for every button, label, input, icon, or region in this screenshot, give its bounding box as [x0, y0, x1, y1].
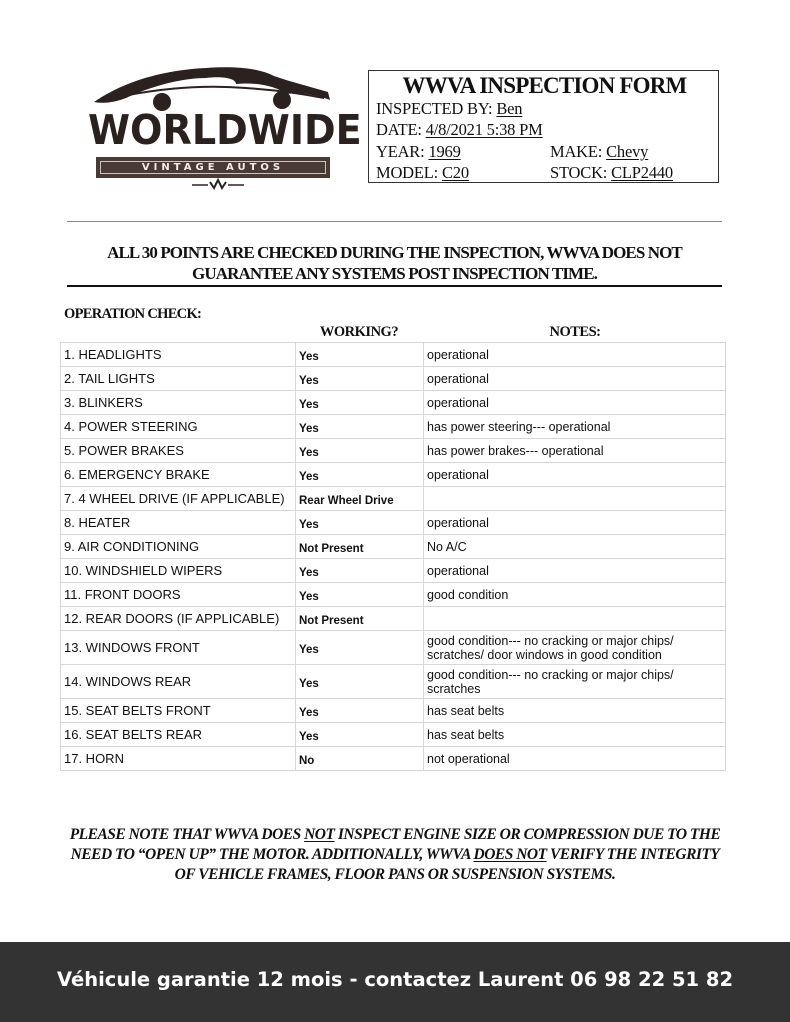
row-notes: No A/C	[424, 535, 726, 559]
model-field	[376, 163, 469, 183]
row-item-label: 9. AIR CONDITIONING	[61, 535, 296, 559]
inspection-table	[60, 342, 726, 771]
row-item-label: 11. FRONT DOORS	[61, 583, 296, 607]
row-working-value: Yes	[296, 439, 424, 463]
row-working-value: Yes	[296, 559, 424, 583]
row-working-value: Yes	[296, 631, 424, 665]
row-item-label: 14. WINDOWS REAR	[61, 665, 296, 699]
make-value: Chevy	[606, 142, 649, 161]
section-title: OPERATION CHECK:	[64, 306, 202, 322]
row-item-label: 5. POWER BRAKES	[61, 439, 296, 463]
row-item-label: 17. HORN	[61, 747, 296, 771]
table-row	[61, 343, 726, 367]
table-row	[61, 463, 726, 487]
inspection-notice: ALL 30 POINTS ARE CHECKED DURING THE INSPECTION, WWVA DOES NOT GUARANTEE ANY SYSTEMS POST INSPECTION TIME.	[107, 243, 682, 283]
row-notes: good condition	[424, 583, 726, 607]
inspected-by-field	[376, 99, 522, 119]
table-row	[61, 699, 726, 723]
row-notes: operational	[424, 559, 726, 583]
date-field	[376, 120, 543, 140]
row-working-value: Yes	[296, 583, 424, 607]
row-item-label: 2. TAIL LIGHTS	[61, 367, 296, 391]
table-row	[61, 439, 726, 463]
table-row	[61, 747, 726, 771]
disclaimer-text	[62, 825, 728, 885]
year-field	[376, 142, 461, 162]
row-item-label: 15. SEAT BELTS FRONT	[61, 699, 296, 723]
divider-thick	[67, 285, 722, 287]
row-working-value: Yes	[296, 415, 424, 439]
row-working-value: Yes	[296, 511, 424, 535]
row-notes: operational	[424, 343, 726, 367]
row-working-value: Yes	[296, 343, 424, 367]
date-label: DATE:	[376, 120, 422, 139]
row-notes: operational	[424, 391, 726, 415]
row-item-label: 13. WINDOWS FRONT	[61, 631, 296, 665]
date-value: 4/8/2021 5:38 PM	[425, 120, 543, 139]
row-working-value: No	[296, 747, 424, 771]
row-item-label: 10. WINDSHIELD WIPERS	[61, 559, 296, 583]
row-working-value: Yes	[296, 665, 424, 699]
year-value: 1969	[428, 142, 461, 161]
row-item-label: 3. BLINKERS	[61, 391, 296, 415]
stock-field	[550, 163, 673, 183]
inspected-by-label: INSPECTED BY:	[376, 99, 493, 118]
row-notes: has seat belts	[424, 699, 726, 723]
row-item-label: 4. POWER STEERING	[61, 415, 296, 439]
disclaimer-emphasis: NOT	[304, 826, 335, 843]
disclaimer-part: PLEASE NOTE THAT WWVA DOES	[69, 826, 305, 843]
logo-tagline-text: VINTAGE AUTOS	[141, 162, 285, 173]
row-item-label: 16. SEAT BELTS REAR	[61, 723, 296, 747]
stock-label: STOCK:	[550, 163, 608, 182]
logo-brand-text: WORLDWIDE	[88, 106, 362, 154]
row-notes: good condition--- no cracking or major chips/ scratches/ door windows in good condition	[424, 631, 726, 665]
year-label: YEAR:	[376, 142, 425, 161]
row-notes: has seat belts	[424, 723, 726, 747]
row-notes: has power brakes--- operational	[424, 439, 726, 463]
make-label: MAKE:	[550, 142, 603, 161]
row-notes	[424, 607, 726, 631]
row-notes: operational	[424, 463, 726, 487]
model-label: MODEL:	[376, 163, 439, 182]
table-row	[61, 631, 726, 665]
column-header-working: WORKING?	[319, 324, 399, 340]
table-row	[61, 607, 726, 631]
inspected-by-value: Ben	[496, 99, 523, 118]
row-notes: good condition--- no cracking or major chips/ scratches	[424, 665, 726, 699]
table-row	[61, 415, 726, 439]
row-working-value: Yes	[296, 367, 424, 391]
disclaimer-part: INSPECT ENGINE SIZE OR COMPRESSION DUE TO THE NEED TO “OPEN UP” THE MOTOR. ADDITIONALLY, WWVA	[70, 826, 721, 863]
table-row	[61, 583, 726, 607]
divider-line	[67, 221, 722, 222]
model-value: C20	[441, 163, 469, 182]
table-row	[61, 559, 726, 583]
row-working-value: Yes	[296, 391, 424, 415]
row-item-label: 1. HEADLIGHTS	[61, 343, 296, 367]
form-title: WWVA INSPECTION FORM	[402, 73, 687, 98]
table-row	[61, 665, 726, 699]
disclaimer-emphasis: DOES NOT	[473, 846, 547, 863]
disclaimer-part: VERIFY THE INTEGRITY OF VEHICLE FRAMES, FLOOR PANS OR SUSPENSION SYSTEMS.	[174, 846, 720, 883]
row-notes: has power steering--- operational	[424, 415, 726, 439]
table-row	[61, 511, 726, 535]
stock-value: CLP2440	[611, 163, 673, 182]
row-working-value: Not Present	[296, 535, 424, 559]
row-working-value: Yes	[296, 463, 424, 487]
table-row	[61, 723, 726, 747]
row-notes: operational	[424, 511, 726, 535]
table-row	[61, 391, 726, 415]
row-working-value: Yes	[296, 723, 424, 747]
row-notes: not operational	[424, 747, 726, 771]
row-working-value: Not Present	[296, 607, 424, 631]
row-notes: operational	[424, 367, 726, 391]
table-row	[61, 367, 726, 391]
footer-text: Véhicule garantie 12 mois - contactez Laurent 06 98 22 51 82	[56, 968, 734, 991]
row-notes	[424, 487, 726, 511]
row-item-label: 12. REAR DOORS (IF APPLICABLE)	[61, 607, 296, 631]
table-row	[61, 535, 726, 559]
row-item-label: 6. EMERGENCY BRAKE	[61, 463, 296, 487]
make-field	[550, 142, 648, 162]
row-item-label: 7. 4 WHEEL DRIVE (IF APPLICABLE)	[61, 487, 296, 511]
row-working-value: Rear Wheel Drive	[296, 487, 424, 511]
row-working-value: Yes	[296, 699, 424, 723]
column-header-notes: NOTES:	[549, 324, 601, 340]
row-item-label: 8. HEATER	[61, 511, 296, 535]
table-row	[61, 487, 726, 511]
